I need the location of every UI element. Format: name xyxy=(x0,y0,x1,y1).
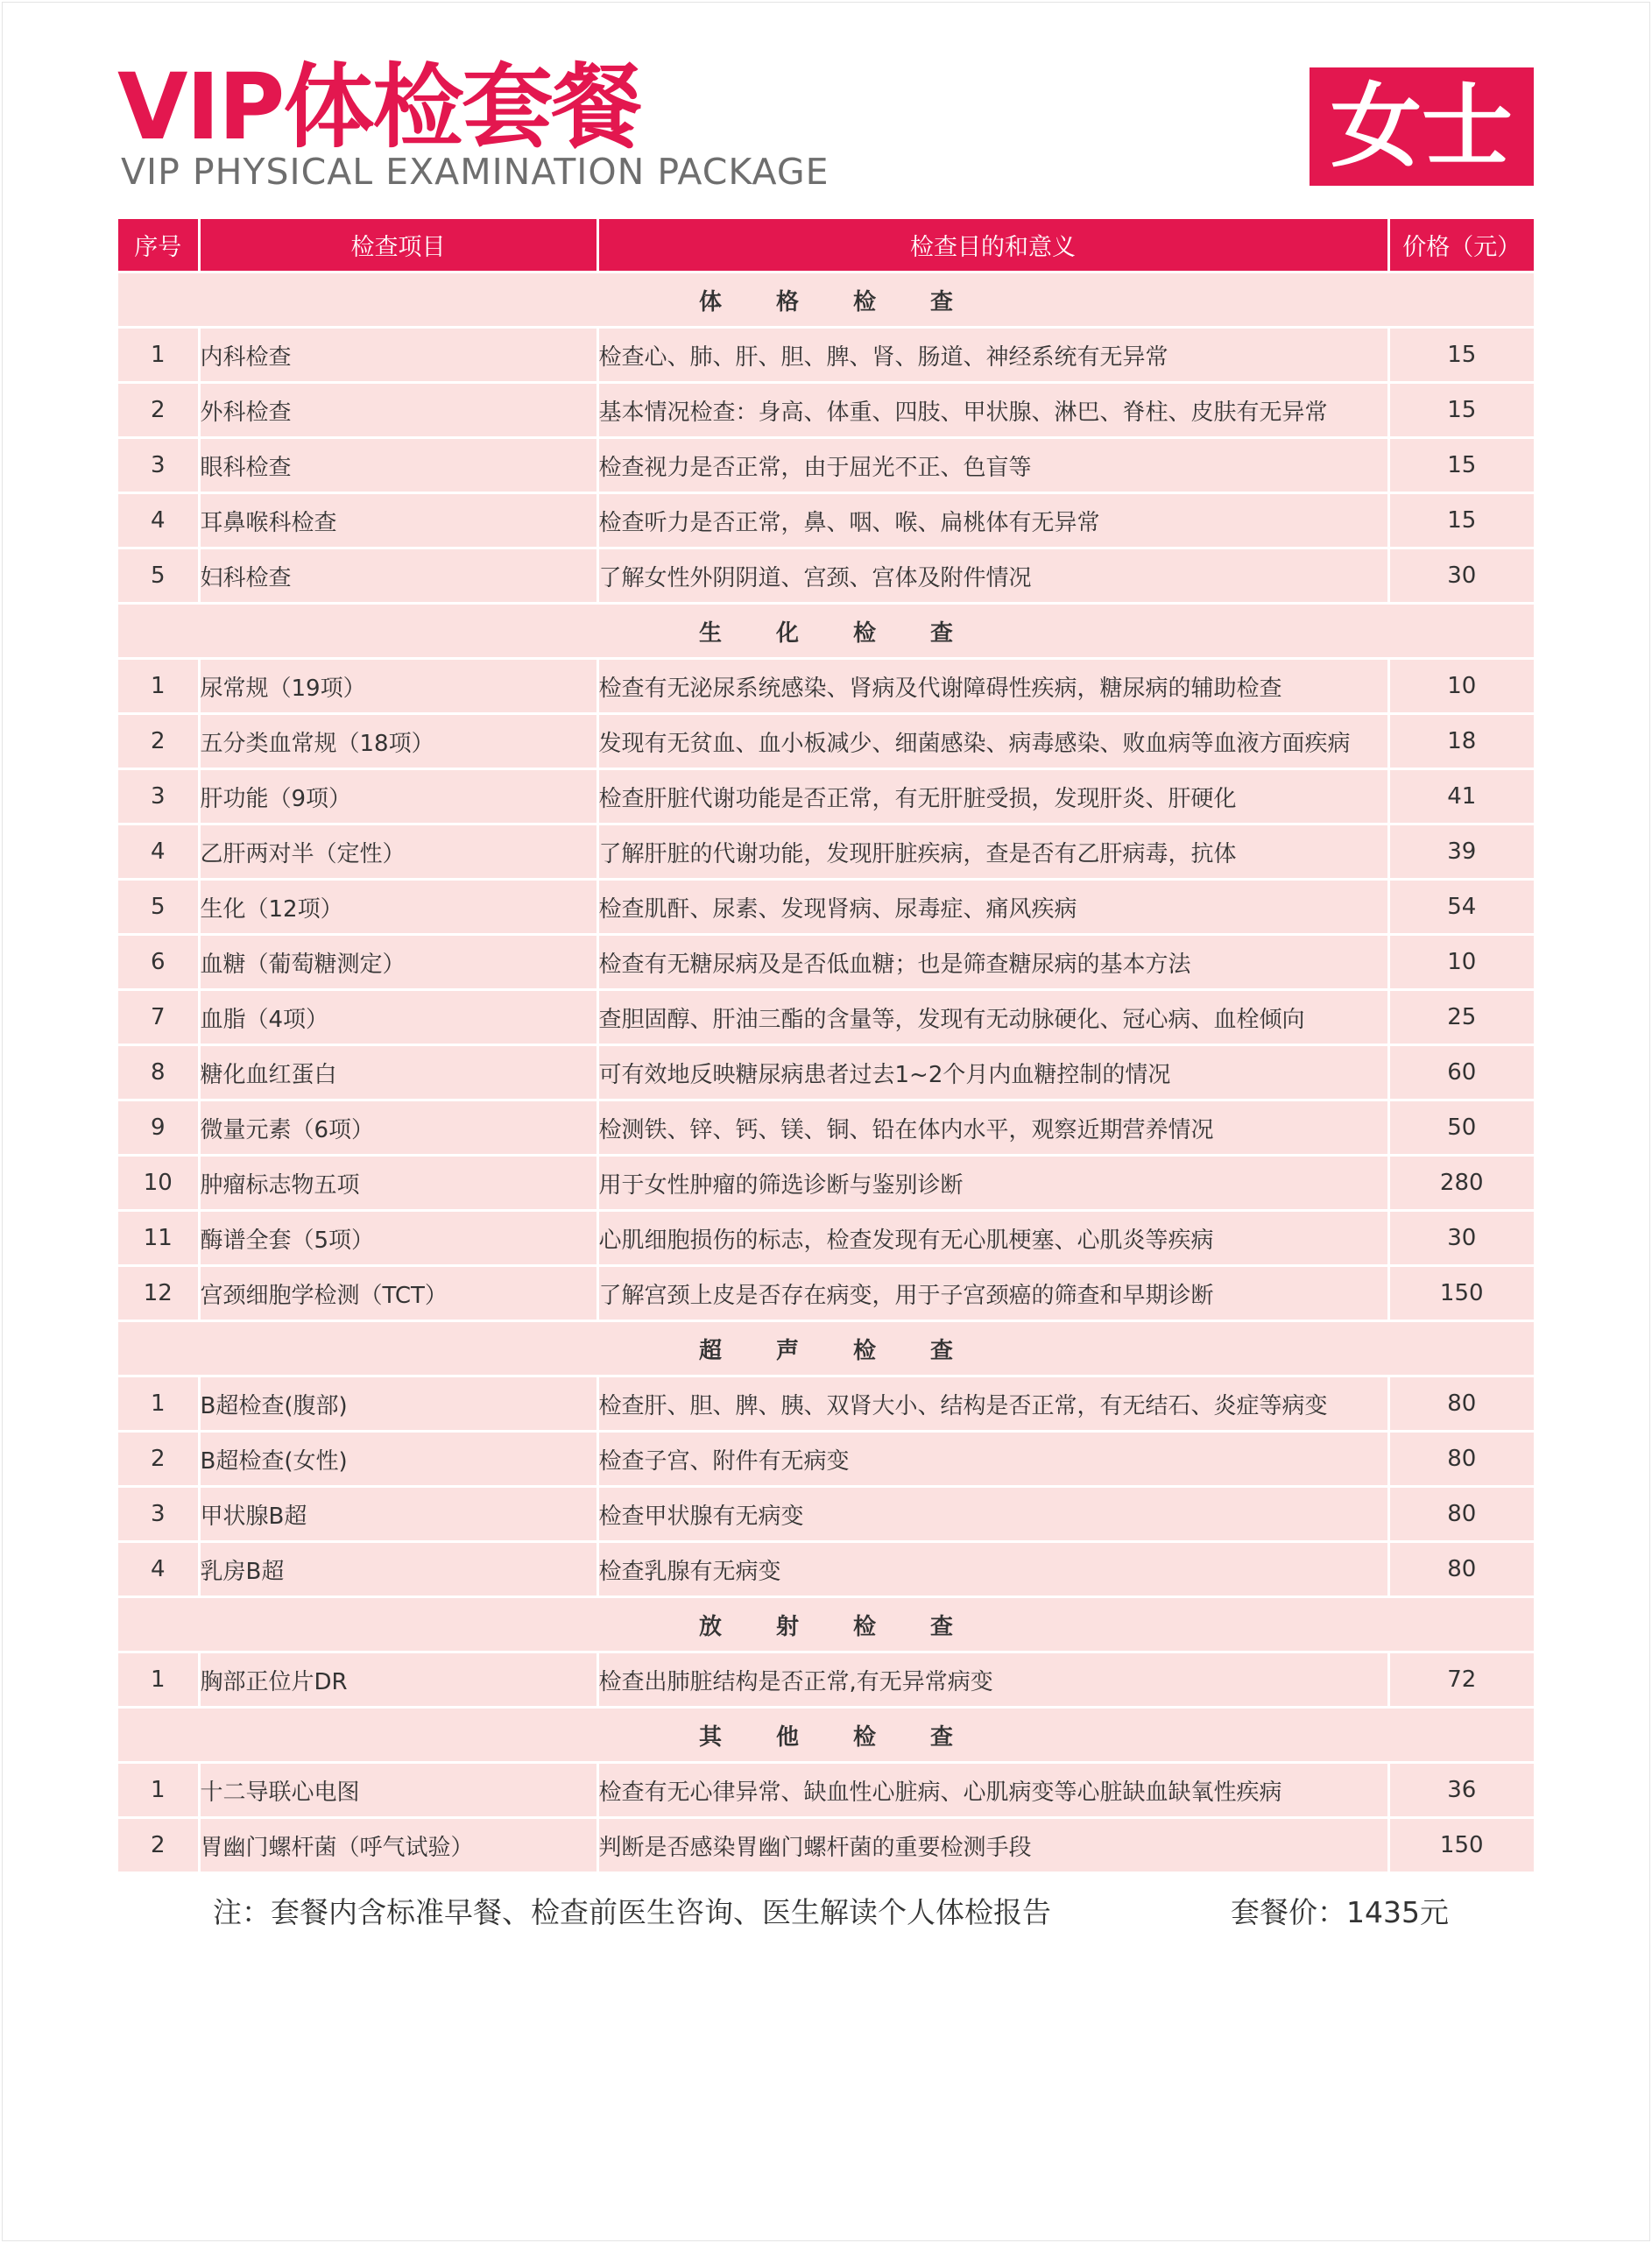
exam-table-body xyxy=(118,272,1534,1872)
table-row xyxy=(118,1045,1534,1100)
row-number: 1 xyxy=(118,1652,199,1708)
row-number: 2 xyxy=(118,383,199,438)
exam-purpose: 用于女性肿瘤的筛选诊断与鉴别诊断 xyxy=(597,1156,1388,1211)
exam-purpose: 查胆固醇、肝油三酯的含量等，发现有无动脉硬化、冠心病、血栓倾向 xyxy=(597,990,1388,1045)
exam-price: 15 xyxy=(1388,328,1534,383)
table-row xyxy=(118,548,1534,604)
exam-item: 肿瘤标志物五项 xyxy=(199,1156,597,1211)
exam-purpose: 检查出肺脏结构是否正常,有无异常病变 xyxy=(597,1652,1388,1708)
table-row xyxy=(118,1432,1534,1487)
exam-purpose: 检测铁、锌、钙、镁、铜、铅在体内水平，观察近期营养情况 xyxy=(597,1100,1388,1156)
column-header-number: 序号 xyxy=(118,219,199,272)
exam-item: 甲状腺B超 xyxy=(199,1487,597,1542)
exam-price: 39 xyxy=(1388,824,1534,880)
section-row xyxy=(118,1708,1534,1763)
exam-purpose: 检查肌酐、尿素、发现肾病、尿毒症、痛风疾病 xyxy=(597,880,1388,935)
table-row xyxy=(118,1652,1534,1708)
exam-price: 50 xyxy=(1388,1100,1534,1156)
table-row xyxy=(118,1542,1534,1597)
exam-item: 糖化血红蛋白 xyxy=(199,1045,597,1100)
table-row xyxy=(118,493,1534,548)
section-title: 放射检查 xyxy=(118,1597,1534,1652)
exam-price: 72 xyxy=(1388,1652,1534,1708)
exam-item: 妇科检查 xyxy=(199,548,597,604)
table-row xyxy=(118,880,1534,935)
section-title: 体格检查 xyxy=(118,272,1534,328)
exam-item: 酶谱全套（5项） xyxy=(199,1211,597,1266)
row-number: 1 xyxy=(118,328,199,383)
exam-table xyxy=(118,219,1534,1872)
section-title: 其他检查 xyxy=(118,1708,1534,1763)
table-row xyxy=(118,824,1534,880)
table-row xyxy=(118,990,1534,1045)
row-number: 3 xyxy=(118,1487,199,1542)
table-row xyxy=(118,1266,1534,1321)
exam-price: 10 xyxy=(1388,659,1534,714)
row-number: 5 xyxy=(118,880,199,935)
exam-purpose: 检查视力是否正常，由于屈光不正、色盲等 xyxy=(597,438,1388,493)
exam-price: 80 xyxy=(1388,1487,1534,1542)
table-row xyxy=(118,328,1534,383)
exam-price: 30 xyxy=(1388,548,1534,604)
exam-price: 41 xyxy=(1388,769,1534,824)
exam-price: 18 xyxy=(1388,714,1534,769)
row-number: 2 xyxy=(118,1432,199,1487)
exam-purpose: 检查甲状腺有无病变 xyxy=(597,1487,1388,1542)
exam-item: 内科检查 xyxy=(199,328,597,383)
table-row xyxy=(118,383,1534,438)
exam-item: 宫颈细胞学检测（TCT） xyxy=(199,1266,597,1321)
exam-price: 36 xyxy=(1388,1763,1534,1818)
exam-price: 15 xyxy=(1388,438,1534,493)
table-row xyxy=(118,438,1534,493)
exam-purpose: 检查有无泌尿系统感染、肾病及代谢障碍性疾病，糖尿病的辅助检查 xyxy=(597,659,1388,714)
row-number: 9 xyxy=(118,1100,199,1156)
row-number: 7 xyxy=(118,990,199,1045)
row-number: 12 xyxy=(118,1266,199,1321)
exam-price: 80 xyxy=(1388,1542,1534,1597)
table-row xyxy=(118,1156,1534,1211)
table-row xyxy=(118,1376,1534,1432)
row-number: 1 xyxy=(118,1376,199,1432)
exam-item: 胸部正位片DR xyxy=(199,1652,597,1708)
page-title: VIP体检套餐 xyxy=(117,53,641,160)
section-row xyxy=(118,272,1534,328)
exam-price: 10 xyxy=(1388,935,1534,990)
package-total-price: 套餐价：1435元 xyxy=(1231,1895,1449,1929)
exam-price: 80 xyxy=(1388,1376,1534,1432)
table-row xyxy=(118,1211,1534,1266)
page-subtitle: VIP PHYSICAL EXAMINATION PACKAGE xyxy=(121,151,830,193)
column-header-item: 检查项目 xyxy=(199,219,597,272)
section-title: 超声检查 xyxy=(118,1321,1534,1376)
row-number: 1 xyxy=(118,1763,199,1818)
exam-item: 生化（12项） xyxy=(199,880,597,935)
exam-item: 十二导联心电图 xyxy=(199,1763,597,1818)
exam-purpose: 检查心、肺、肝、胆、脾、肾、肠道、神经系统有无异常 xyxy=(597,328,1388,383)
exam-price: 25 xyxy=(1388,990,1534,1045)
exam-price: 80 xyxy=(1388,1432,1534,1487)
exam-price: 150 xyxy=(1388,1818,1534,1872)
row-number: 6 xyxy=(118,935,199,990)
row-number: 3 xyxy=(118,438,199,493)
exam-price: 30 xyxy=(1388,1211,1534,1266)
exam-item: 尿常规（19项） xyxy=(199,659,597,714)
exam-price: 150 xyxy=(1388,1266,1534,1321)
exam-item: B超检查(腹部) xyxy=(199,1376,597,1432)
section-row xyxy=(118,604,1534,659)
exam-item: 五分类血常规（18项） xyxy=(199,714,597,769)
exam-purpose: 基本情况检查：身高、体重、四肢、甲状腺、淋巴、脊柱、皮肤有无异常 xyxy=(597,383,1388,438)
exam-item: 肝功能（9项） xyxy=(199,769,597,824)
exam-purpose: 检查乳腺有无病变 xyxy=(597,1542,1388,1597)
row-number: 10 xyxy=(118,1156,199,1211)
exam-price: 15 xyxy=(1388,493,1534,548)
exam-purpose: 检查肝、胆、脾、胰、双肾大小、结构是否正常，有无结石、炎症等病变 xyxy=(597,1376,1388,1432)
column-header-price: 价格（元） xyxy=(1388,219,1534,272)
exam-item: 胃幽门螺杆菌（呼气试验） xyxy=(199,1818,597,1872)
exam-item: 微量元素（6项） xyxy=(199,1100,597,1156)
exam-purpose: 检查听力是否正常，鼻、咽、喉、扁桃体有无异常 xyxy=(597,493,1388,548)
exam-item: 耳鼻喉科检查 xyxy=(199,493,597,548)
exam-purpose: 心肌细胞损伤的标志，检查发现有无心肌梗塞、心肌炎等疾病 xyxy=(597,1211,1388,1266)
row-number: 3 xyxy=(118,769,199,824)
exam-purpose: 检查有无心律异常、缺血性心脏病、心肌病变等心脏缺血缺氧性疾病 xyxy=(597,1763,1388,1818)
row-number: 2 xyxy=(118,1818,199,1872)
exam-purpose: 检查有无糖尿病及是否低血糖；也是筛查糖尿病的基本方法 xyxy=(597,935,1388,990)
table-row xyxy=(118,1487,1534,1542)
exam-purpose: 了解女性外阴阴道、宫颈、宫体及附件情况 xyxy=(597,548,1388,604)
row-number: 5 xyxy=(118,548,199,604)
package-note: 注：套餐内含标准早餐、检查前医生咨询、医生解读个人体检报告 xyxy=(213,1895,1051,1929)
row-number: 11 xyxy=(118,1211,199,1266)
exam-purpose: 判断是否感染胃幽门螺杆菌的重要检测手段 xyxy=(597,1818,1388,1872)
gender-badge: 女士 xyxy=(1310,67,1534,186)
exam-price: 60 xyxy=(1388,1045,1534,1100)
exam-purpose: 检查肝脏代谢功能是否正常，有无肝脏受损，发现肝炎、肝硬化 xyxy=(597,769,1388,824)
row-number: 2 xyxy=(118,714,199,769)
table-row xyxy=(118,1763,1534,1818)
exam-item: 外科检查 xyxy=(199,383,597,438)
exam-item: 血脂（4项） xyxy=(199,990,597,1045)
table-row xyxy=(118,1100,1534,1156)
exam-purpose: 了解肝脏的代谢功能，发现肝脏疾病，查是否有乙肝病毒，抗体 xyxy=(597,824,1388,880)
row-number: 4 xyxy=(118,1542,199,1597)
exam-purpose: 可有效地反映糖尿病患者过去1~2个月内血糖控制的情况 xyxy=(597,1045,1388,1100)
column-header-purpose: 检查目的和意义 xyxy=(597,219,1388,272)
table-row xyxy=(118,714,1534,769)
section-row xyxy=(118,1597,1534,1652)
exam-item: B超检查(女性) xyxy=(199,1432,597,1487)
row-number: 8 xyxy=(118,1045,199,1100)
exam-price: 280 xyxy=(1388,1156,1534,1211)
exam-item: 乳房B超 xyxy=(199,1542,597,1597)
exam-item: 血糖（葡萄糖测定） xyxy=(199,935,597,990)
table-row xyxy=(118,935,1534,990)
table-header-row xyxy=(118,219,1534,272)
row-number: 4 xyxy=(118,824,199,880)
exam-purpose: 了解宫颈上皮是否存在病变，用于子宫颈癌的筛查和早期诊断 xyxy=(597,1266,1388,1321)
exam-purpose: 发现有无贫血、血小板减少、细菌感染、病毒感染、败血病等血液方面疾病 xyxy=(597,714,1388,769)
table-row xyxy=(118,659,1534,714)
row-number: 1 xyxy=(118,659,199,714)
table-row xyxy=(118,1818,1534,1872)
table-row xyxy=(118,769,1534,824)
exam-purpose: 检查子宫、附件有无病变 xyxy=(597,1432,1388,1487)
row-number: 4 xyxy=(118,493,199,548)
section-title: 生化检查 xyxy=(118,604,1534,659)
section-row xyxy=(118,1321,1534,1376)
exam-price: 15 xyxy=(1388,383,1534,438)
exam-item: 乙肝两对半（定性） xyxy=(199,824,597,880)
exam-item: 眼科检查 xyxy=(199,438,597,493)
exam-price: 54 xyxy=(1388,880,1534,935)
